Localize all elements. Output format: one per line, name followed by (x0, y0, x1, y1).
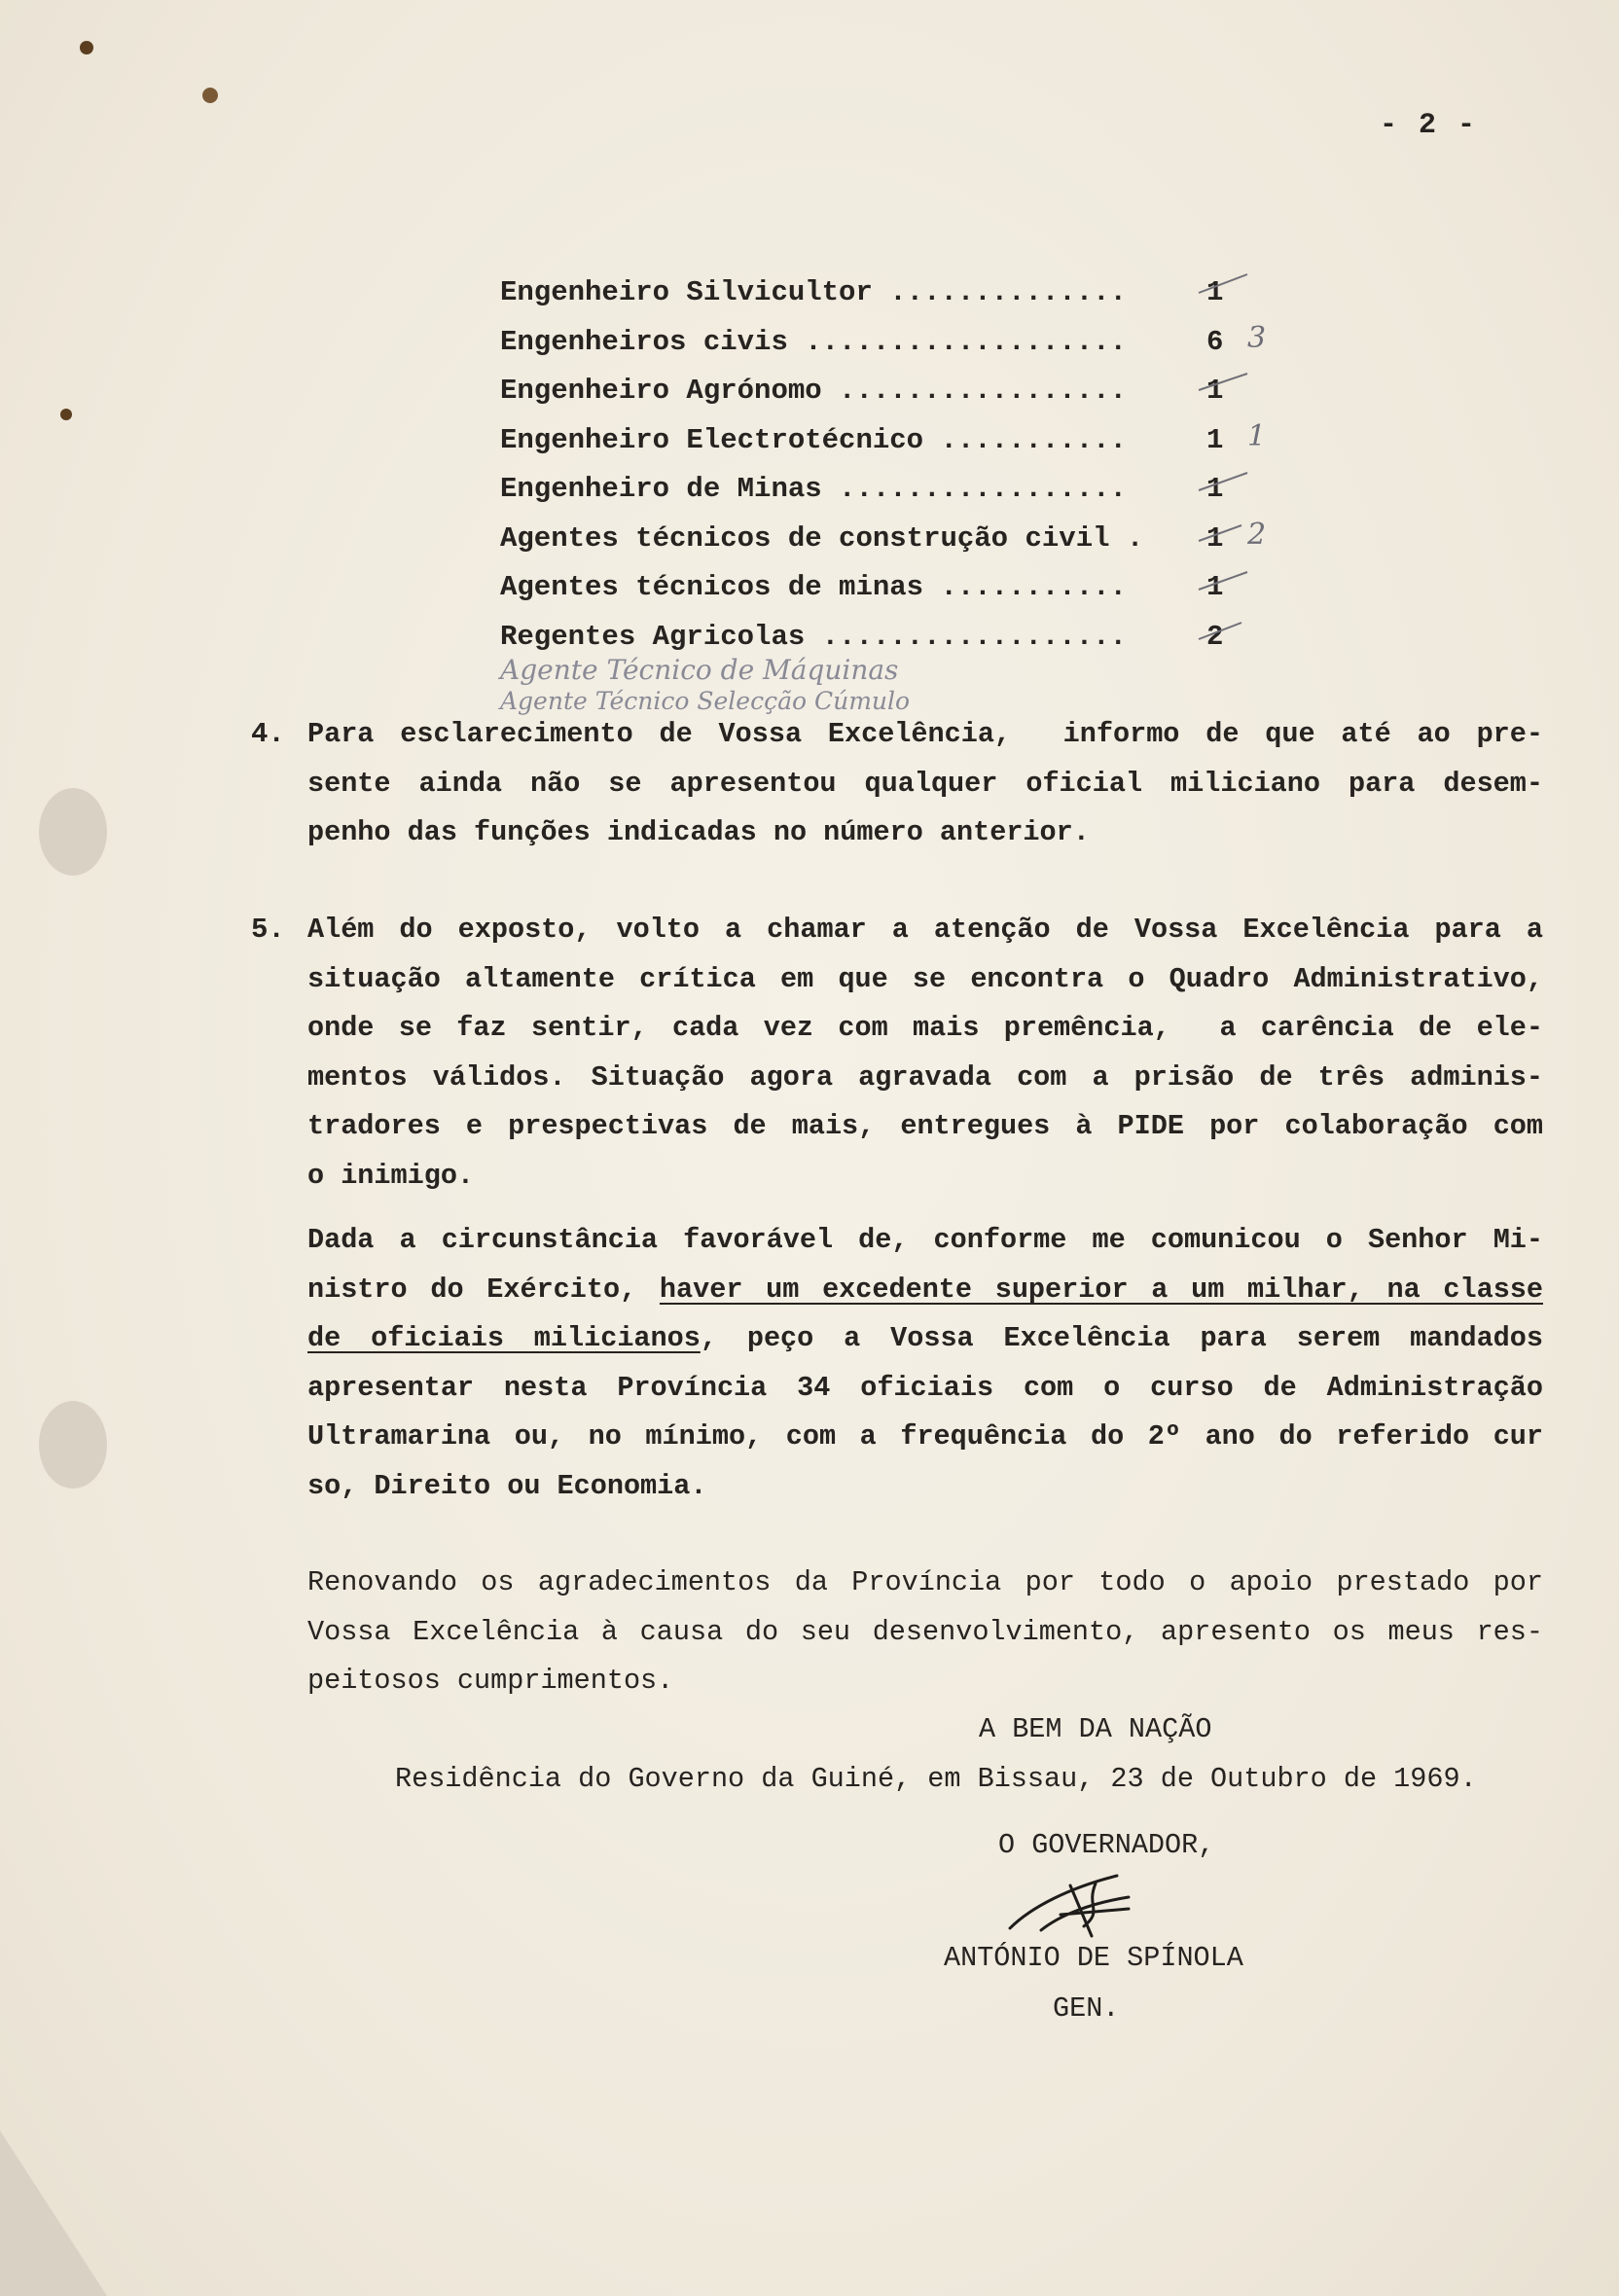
text-line (307, 1314, 1543, 1364)
list-value: 1 (1206, 276, 1224, 308)
text-line: Vossa Excelência à causa do seu desenvolvimento, apresento os meus res- (307, 1615, 1543, 1648)
text-line: sente ainda não se apresentou qualquer oficial miliciano para desem- (307, 767, 1543, 800)
list-label: Engenheiros civis ................... (500, 325, 1127, 358)
text-segment: nistro do Exército, (307, 1273, 660, 1306)
text-line: Renovando os agradecimentos da Província por todo o apoio prestado por (307, 1566, 1543, 1598)
place-date: Residência do Governo da Guiné, em Bissau, 23 de Outubro de 1969. (395, 1763, 1477, 1795)
page-number: - 2 - (1380, 109, 1478, 142)
list-value: 1 (1206, 571, 1224, 603)
text-line: situação altamente crítica em que se encontra o Quadro Administrativo, (307, 962, 1543, 995)
paragraph-6 (307, 1216, 1543, 1511)
text-line: mentos válidos. Situação agora agravada com a prisão de três adminis- (307, 1060, 1543, 1094)
paragraph-number: 5. (251, 914, 285, 946)
closing-paragraph (307, 1559, 1543, 1706)
list-label: Agentes técnicos de construção civil . (500, 521, 1144, 555)
handwritten-mark: 2 (1247, 517, 1267, 552)
text-line: so, Direito ou Economia. (307, 1469, 707, 1502)
text-line: onde se faz sentir, cada vez com mais premência, a carência de ele- (307, 1012, 1543, 1044)
list-value: 2 (1206, 620, 1224, 653)
text-line (307, 1266, 1543, 1315)
underlined-text: haver um excedente superior a um milhar, na classe (659, 1273, 1544, 1306)
text-line: Além do exposto, volto a chamar a atenção de Vossa Excelência para a (307, 914, 1543, 946)
list-label: Engenheiro Agrónomo ................. (500, 375, 1127, 407)
text-line: penho das funções indicadas no número anterior. (307, 816, 1090, 848)
text-segment: , peço a Vossa Excelência para serem mandados (700, 1322, 1543, 1354)
text-line: o inimigo. (307, 1159, 475, 1192)
handwritten-note: Agente Técnico Selecção Cúmulo (500, 687, 911, 715)
handwritten-mark: 1 (1247, 418, 1267, 453)
list-label: Regentes Agricolas .................. (500, 620, 1127, 653)
list-label: Engenheiro Electrotécnico ........... (500, 423, 1127, 456)
paragraph-4 (307, 710, 1543, 858)
list-value: 6 (1206, 325, 1224, 358)
text-line: Para esclarecimento de Vossa Excelência, informo de que até ao pre- (307, 718, 1543, 750)
handwritten-note: Agente Técnico de Máquinas (500, 654, 899, 686)
list-label: Engenheiro de Minas ................. (500, 473, 1127, 505)
list-value: 1 (1206, 521, 1224, 555)
list-label: Engenheiro Silvicultor .............. (500, 276, 1127, 308)
paragraph-number: 4. (251, 718, 285, 750)
text-line: tradores e prespectivas de mais, entregues à PIDE por colaboração com (307, 1110, 1543, 1142)
salutation: A BEM DA NAÇÃO (979, 1713, 1212, 1745)
text-line: apresentar nesta Província 34 oficiais com o curso de Administração (307, 1371, 1543, 1404)
text-line: Dada a circunstância favorável de, conforme me comunicou o Senhor Mi- (307, 1224, 1543, 1256)
signatory-name: ANTÓNIO DE SPÍNOLA (944, 1942, 1243, 1974)
signature-title: O GOVERNADOR, (998, 1829, 1215, 1861)
handwritten-mark: 3 (1247, 320, 1267, 355)
signatory-rank: GEN. (1053, 1992, 1120, 2025)
list-value: 1 (1206, 473, 1224, 505)
text-line: Ultramarina ou, no mínimo, com a frequência do 2º ano do referido cur (307, 1420, 1543, 1453)
underlined-text: de oficiais milicianos (307, 1322, 701, 1354)
list-value: 1 (1206, 423, 1224, 456)
list-label: Agentes técnicos de minas ........... (500, 571, 1127, 603)
list-value: 1 (1206, 375, 1224, 407)
text-line: peitosos cumprimentos. (307, 1665, 674, 1697)
paragraph-5 (307, 906, 1543, 1201)
